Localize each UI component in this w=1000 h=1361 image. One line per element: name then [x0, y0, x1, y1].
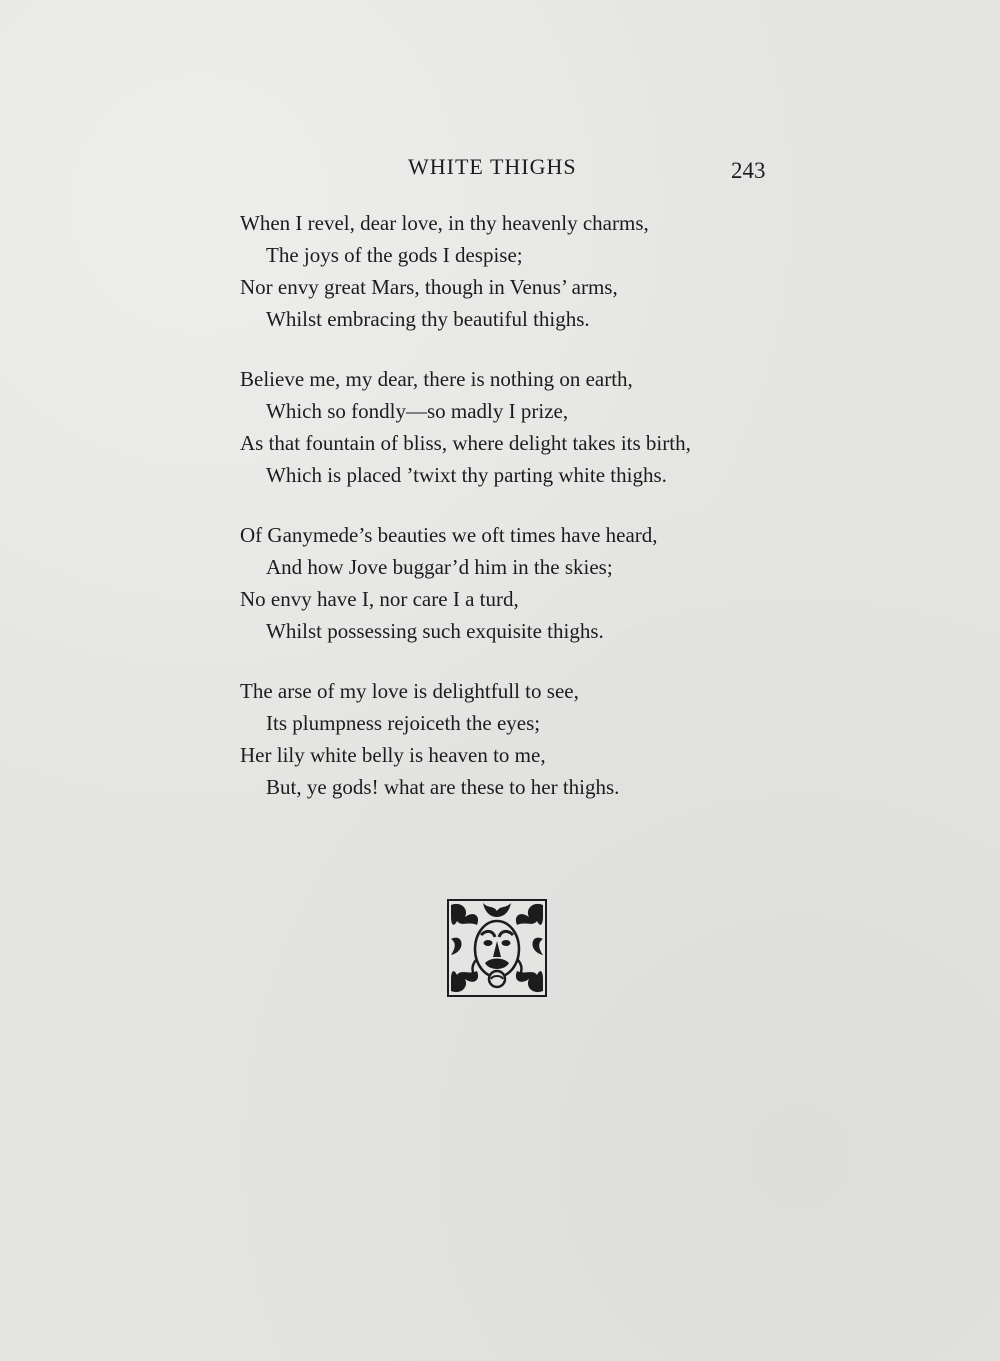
poem-line: The joys of the gods I despise; [266, 243, 523, 267]
green-man-face-icon [447, 899, 547, 997]
stanza-4 [240, 675, 800, 803]
poem-line: Whilst embracing thy beautiful thighs. [266, 307, 590, 331]
poem-line: Which is placed ’twixt thy parting white thighs. [266, 463, 667, 487]
poem-line: Its plumpness rejoiceth the eyes; [266, 711, 541, 735]
page-number: 243 [731, 158, 766, 183]
poem-line: Believe me, my dear, there is nothing on earth, [240, 367, 633, 391]
poem-line: Which so fondly—so madly I prize, [266, 399, 569, 423]
stanza-3 [240, 519, 800, 647]
running-head [0, 154, 1000, 184]
poem-line: The arse of my love is delightfull to see, [240, 679, 579, 703]
page-title: WHITE THIGHS [408, 154, 577, 179]
poem-line: But, ye gods! what are these to her thighs. [266, 775, 620, 799]
poem-line: Whilst possessing such exquisite thighs. [266, 619, 604, 643]
poem-line: Of Ganymede’s beauties we oft times have heard, [240, 523, 658, 547]
poem-line: When I revel, dear love, in thy heavenly charms, [240, 211, 649, 235]
poem-line: Nor envy great Mars, though in Venus’ arms, [240, 275, 618, 299]
stanza-1 [240, 207, 800, 335]
poem-line: Her lily white belly is heaven to me, [240, 743, 546, 767]
poem [240, 207, 800, 831]
poem-line: As that fountain of bliss, where delight takes its birth, [240, 431, 691, 455]
poem-line: And how Jove buggar’d him in the skies; [266, 555, 613, 579]
poem-line: No envy have I, nor care I a turd, [240, 587, 519, 611]
stanza-2 [240, 363, 800, 491]
